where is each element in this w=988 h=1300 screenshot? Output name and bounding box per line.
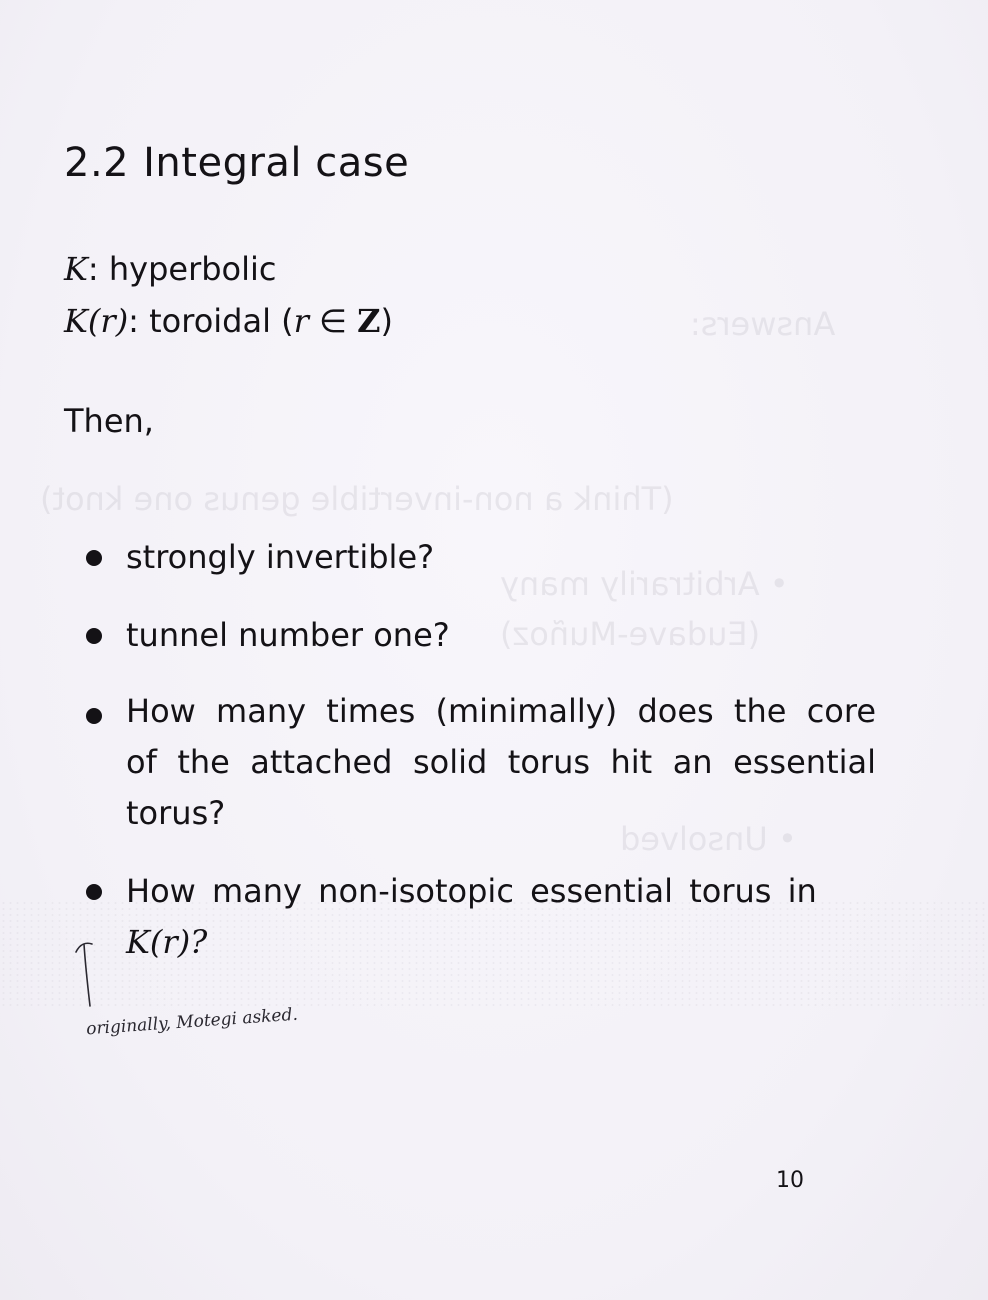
integers-symbol: Z [357,302,381,340]
bullet-icon [86,884,102,900]
page-number: 10 [776,1168,804,1193]
question-text: How many times (minimally) does the core of the attached solid torus hit an essential torus? [126,692,876,832]
question-text: How many non-isotopic essential torus in [126,872,817,910]
question-math: K(r)? [126,923,208,961]
up-arrow-handwritten-icon [70,930,110,1010]
surgery-property: : toroidal ( [128,302,294,340]
bullet-icon [86,708,102,724]
bleed-through-shadow: • Unsolved [620,820,797,858]
question-text: tunnel number one? [126,616,450,654]
question-text: strongly invertible? [126,538,435,576]
condition-variable: r [293,302,309,340]
bullet-icon [86,550,102,566]
definition-knot [64,250,277,288]
section-title: Integral case [143,140,410,186]
bullet-icon [86,628,102,644]
bleed-through-shadow: • Arbitrarily many [500,565,789,603]
surgery-symbol: K(r) [64,302,129,340]
section-number: 2.2 [64,140,130,186]
handwritten-note: originally, Motegi asked. [85,1004,299,1040]
knot-symbol: K [64,250,88,288]
question-text-block [126,866,876,968]
definition-surgery [64,302,393,340]
condition-close: ) [380,302,393,340]
bleed-through-shadow: (Think a non-invertible genus one knot) [40,480,674,518]
knot-property: : hyperbolic [87,250,277,288]
section-heading [64,140,409,186]
bleed-through-shadow: Answers: [690,305,836,343]
bleed-through-shadow: (Eudave-Muñoz) [500,615,761,653]
then-label: Then, [64,402,154,440]
condition-relation: ∈ [308,302,358,340]
